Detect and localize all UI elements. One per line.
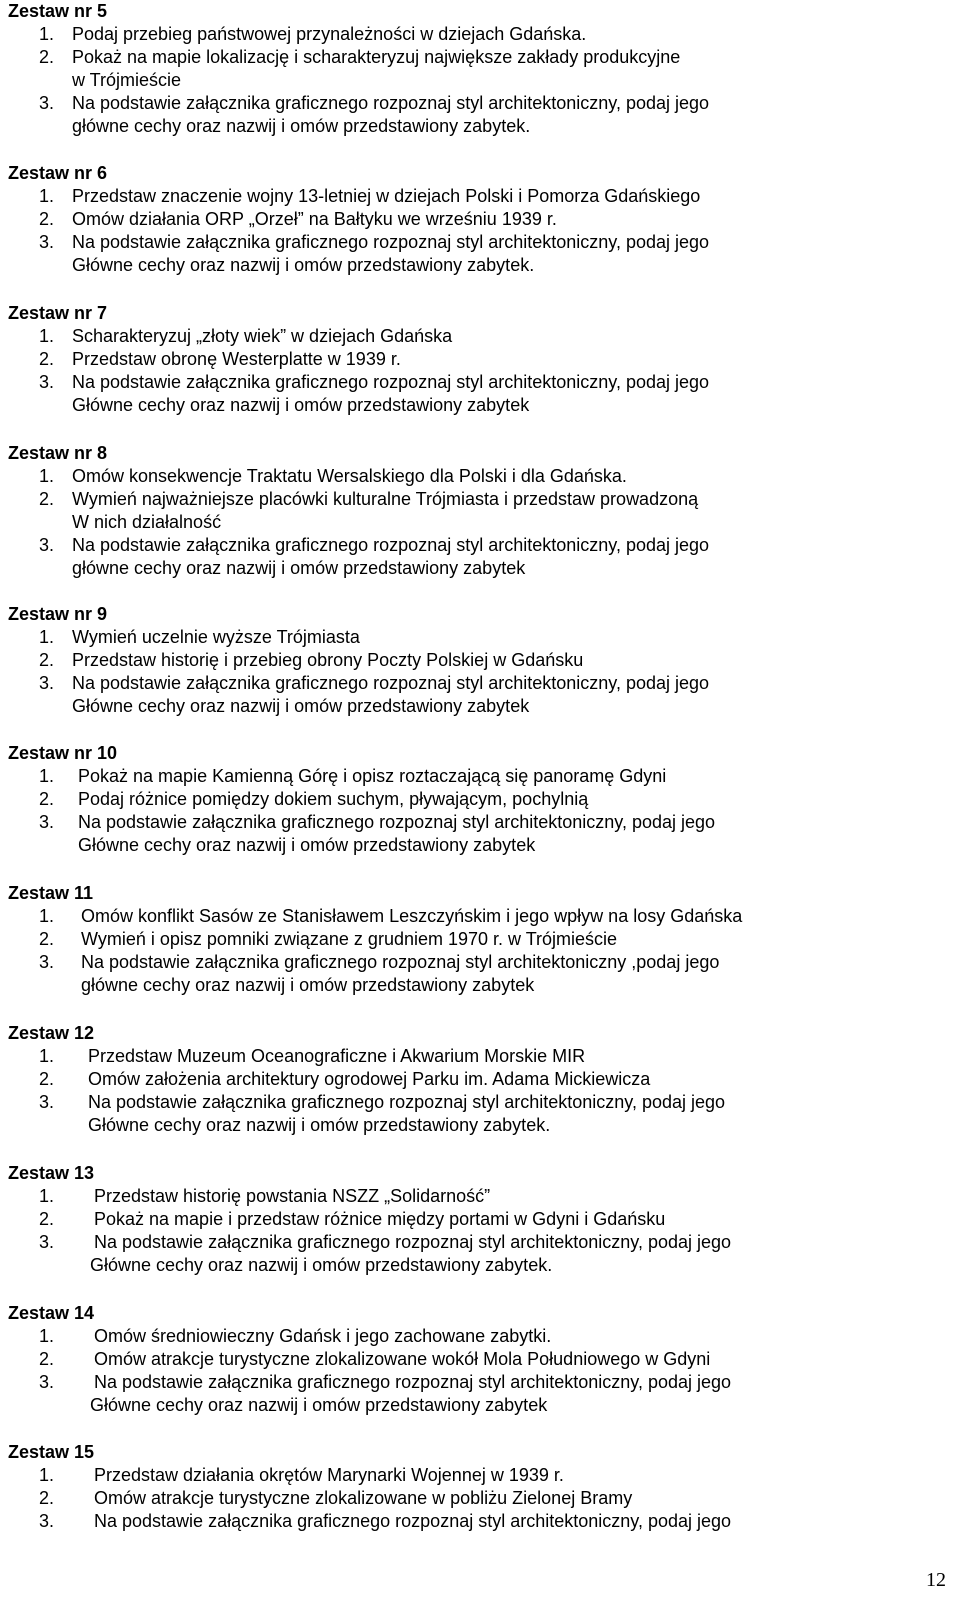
question-item [8,1348,908,1371]
question-item [8,1510,908,1533]
question-text: Na podstawie załącznika graficznego rozpoznaj styl architektoniczny, podaj jego [94,1372,732,1392]
question-set [8,742,908,857]
question-number: 3. [39,1232,55,1252]
question-set [8,1302,908,1417]
question-item [8,1045,908,1068]
question-item [8,1487,908,1510]
question-set [8,0,908,138]
question-text-continuation: Główne cechy oraz nazwij i omów przedstawiony zabytek [78,835,536,855]
set-title: Zestaw 13 [8,1163,95,1183]
question-text: Wymień i opisz pomniki związane z grudniem 1970 r. w Trójmieście [81,929,618,949]
question-text: Przedstaw znaczenie wojny 13-letniej w dziejach Polski i Pomorza Gdańskiego [72,186,701,206]
question-number: 3. [39,1092,55,1112]
question-number: 2. [39,650,55,670]
question-text: Omów atrakcje turystyczne zlokalizowane wokół Mola Południowego w Gdyni [94,1349,711,1369]
set-title: Zestaw 11 [8,883,94,903]
question-number: 2. [39,349,55,369]
question-item [8,23,908,46]
question-number: 1. [39,1326,55,1346]
question-text: Na podstawie załącznika graficznego rozpoznaj styl architektoniczny, podaj jego [72,535,710,555]
question-set [8,1441,908,1533]
question-number: 3. [39,372,55,392]
question-item [8,1091,908,1137]
question-text: Omów atrakcje turystyczne zlokalizowane w pobliżu Zielonej Bramy [94,1488,633,1508]
question-number: 2. [39,209,55,229]
question-text-continuation: Główne cechy oraz nazwij i omów przedstawiony zabytek [72,696,530,716]
question-item [8,788,908,811]
question-text-continuation: główne cechy oraz nazwij i omów przedstawiony zabytek [72,558,526,578]
question-text-continuation: Główne cechy oraz nazwij i omów przedstawiony zabytek. [88,1115,551,1135]
question-text: Omów średniowieczny Gdańsk i jego zachowane zabytki. [94,1326,552,1346]
question-set [8,442,908,580]
question-number: 2. [39,1349,55,1369]
question-text: Na podstawie załącznika graficznego rozpoznaj styl architektoniczny, podaj jego [94,1511,732,1531]
question-text-continuation: Główne cechy oraz nazwij i omów przedstawiony zabytek [72,395,530,415]
question-number: 1. [39,186,55,206]
question-number: 1. [39,1186,55,1206]
set-title: Zestaw 12 [8,1023,95,1043]
question-item [8,1231,908,1277]
question-text-continuation: Główne cechy oraz nazwij i omów przedstawiony zabytek [90,1395,548,1415]
question-text: Omów działania ORP „Orzeł” na Bałtyku we wrześniu 1939 r. [72,209,557,229]
question-number: 3. [39,1372,55,1392]
question-text: Omów konflikt Sasów ze Stanisławem Leszczyńskim i jego wpływ na losy Gdańska [81,906,743,926]
question-text: Pokaż na mapie lokalizację i scharakteryzuj największe zakłady produkcyjne [72,47,681,67]
question-item [8,1185,908,1208]
question-item [8,928,908,951]
set-title: Zestaw nr 8 [8,443,108,463]
question-item [8,1068,908,1091]
question-item [8,325,908,348]
question-set [8,882,908,997]
question-item [8,649,908,672]
question-text-continuation: Główne cechy oraz nazwij i omów przedstawiony zabytek. [90,1255,553,1275]
question-set [8,162,908,277]
question-text: Na podstawie załącznika graficznego rozpoznaj styl architektoniczny, podaj jego [72,93,710,113]
question-text-continuation: główne cechy oraz nazwij i omów przedstawiony zabytek. [72,116,531,136]
set-title: Zestaw nr 6 [8,163,108,183]
question-item [8,208,908,231]
question-item [8,185,908,208]
question-text-continuation: W nich działalność [72,512,222,532]
set-title: Zestaw 14 [8,1303,95,1323]
question-set [8,1022,908,1137]
question-item [8,905,908,928]
question-number: 3. [39,673,55,693]
set-title: Zestaw nr 10 [8,743,118,763]
question-text: Na podstawie załącznika graficznego rozpoznaj styl architektoniczny, podaj jego [72,232,710,252]
question-number: 1. [39,1465,55,1485]
question-text: Podaj przebieg państwowej przynależności w dziejach Gdańska. [72,24,587,44]
question-text: Na podstawie załącznika graficznego rozpoznaj styl architektoniczny, podaj jego [72,673,710,693]
question-number: 3. [39,535,55,555]
question-text: Omów konsekwencje Traktatu Wersalskiego dla Polski i dla Gdańska. [72,466,627,486]
question-number: 1. [39,326,55,346]
question-text: Na podstawie załącznika graficznego rozpoznaj styl architektoniczny ,podaj jego [81,952,720,972]
question-set [8,603,908,718]
page-number: 12 [926,1569,946,1591]
question-set [8,302,908,417]
question-number: 1. [39,1046,55,1066]
question-number: 3. [39,812,55,832]
question-number: 3. [39,232,55,252]
question-item [8,765,908,788]
question-item [8,465,908,488]
question-text-continuation: Główne cechy oraz nazwij i omów przedstawiony zabytek. [72,255,535,275]
question-number: 1. [39,466,55,486]
question-number: 2. [39,929,55,949]
question-item [8,1325,908,1348]
question-text: Pokaż na mapie i przedstaw różnice między portami w Gdyni i Gdańsku [94,1209,666,1229]
question-number: 1. [39,766,55,786]
question-item [8,371,908,417]
question-text: Przedstaw historię i przebieg obrony Poczty Polskiej w Gdańsku [72,650,584,670]
question-item [8,534,908,580]
question-text-continuation: w Trójmieście [72,70,182,90]
question-text: Przedstaw działania okrętów Marynarki Wojennej w 1939 r. [94,1465,564,1485]
question-text: Na podstawie załącznika graficznego rozpoznaj styl architektoniczny, podaj jego [94,1232,732,1252]
question-text: Przedstaw Muzeum Oceanograficzne i Akwarium Morskie MIR [88,1046,586,1066]
question-number: 2. [39,47,55,67]
set-title: Zestaw 15 [8,1442,95,1462]
question-number: 3. [39,952,55,972]
question-item [8,92,908,138]
question-text-continuation: główne cechy oraz nazwij i omów przedstawiony zabytek [81,975,535,995]
question-text: Na podstawie załącznika graficznego rozpoznaj styl architektoniczny, podaj jego [78,812,716,832]
question-text: Na podstawie załącznika graficznego rozpoznaj styl architektoniczny, podaj jego [88,1092,726,1112]
question-text: Wymień najważniejsze placówki kulturalne Trójmiasta i przedstaw prowadzoną [72,489,699,509]
question-number: 1. [39,906,55,926]
question-item [8,672,908,718]
question-item [8,488,908,534]
question-item [8,1464,908,1487]
question-number: 1. [39,627,55,647]
question-number: 3. [39,1511,55,1531]
question-text: Podaj różnice pomiędzy dokiem suchym, pływającym, pochylnią [78,789,589,809]
question-item [8,46,908,92]
question-item [8,626,908,649]
question-number: 2. [39,1209,55,1229]
question-number: 2. [39,489,55,509]
question-item [8,231,908,277]
question-text: Pokaż na mapie Kamienną Górę i opisz roztaczającą się panoramę Gdyni [78,766,667,786]
question-number: 2. [39,1069,55,1089]
set-title: Zestaw nr 9 [8,604,108,624]
question-text: Scharakteryzuj „złoty wiek” w dziejach Gdańska [72,326,453,346]
question-item [8,1208,908,1231]
question-text: Przedstaw obronę Westerplatte w 1939 r. [72,349,401,369]
question-number: 2. [39,789,55,809]
question-item [8,951,908,997]
question-number: 1. [39,24,55,44]
set-title: Zestaw nr 5 [8,1,108,21]
question-text: Na podstawie załącznika graficznego rozpoznaj styl architektoniczny, podaj jego [72,372,710,392]
question-text: Omów założenia architektury ogrodowej Parku im. Adama Mickiewicza [88,1069,651,1089]
question-text: Przedstaw historię powstania NSZZ „Solidarność” [94,1186,491,1206]
question-item [8,811,908,857]
question-text: Wymień uczelnie wyższe Trójmiasta [72,627,360,647]
question-item [8,1371,908,1417]
question-set [8,1162,908,1277]
question-item [8,348,908,371]
set-title: Zestaw nr 7 [8,303,108,323]
question-number: 2. [39,1488,55,1508]
question-number: 3. [39,93,55,113]
